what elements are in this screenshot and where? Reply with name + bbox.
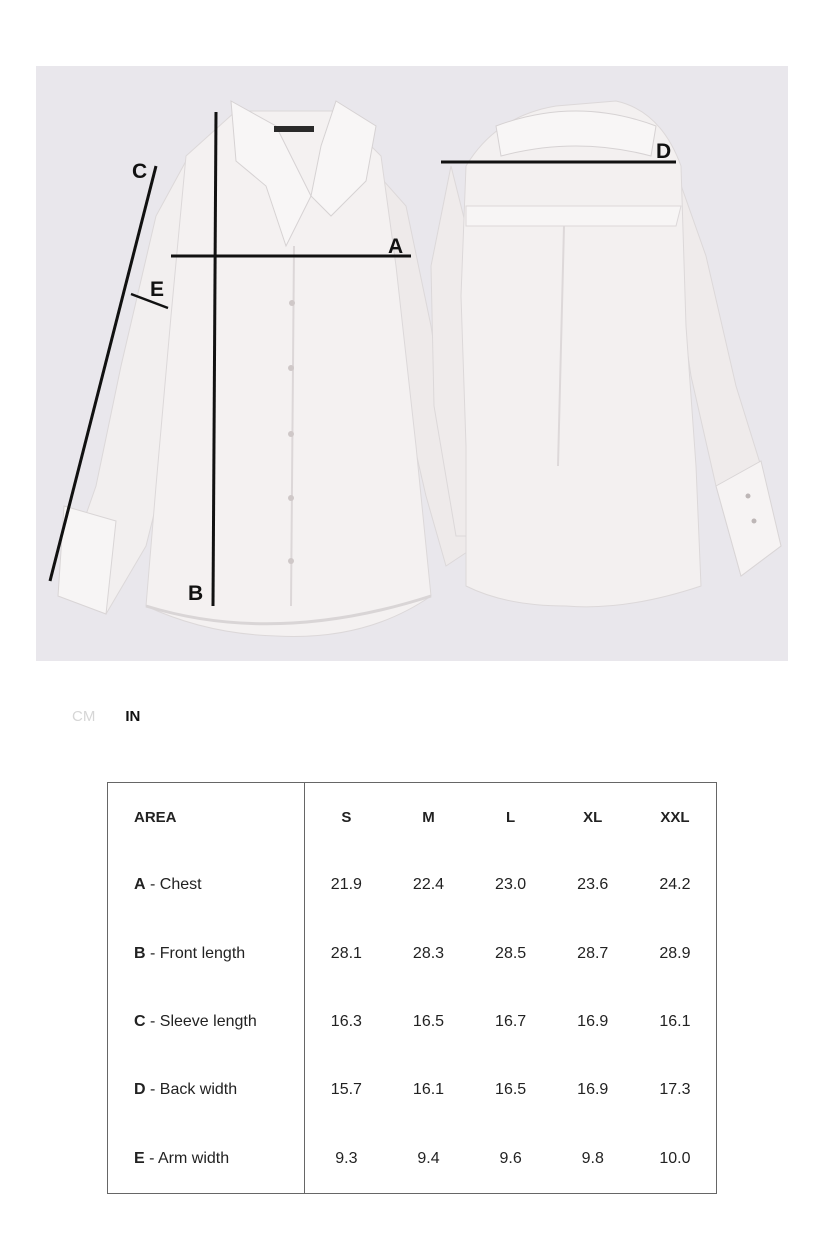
table-cell: 17.3 xyxy=(659,1081,691,1099)
unit-toggle xyxy=(72,708,140,730)
header-size-m: M xyxy=(422,808,435,826)
table-cell: 23.0 xyxy=(495,876,527,894)
table-row xyxy=(108,851,717,919)
front-shirt xyxy=(58,101,476,637)
table-cell: 9.8 xyxy=(581,1149,604,1167)
table-cell: 21.9 xyxy=(330,876,362,894)
label-d: D xyxy=(656,140,672,163)
header-size-xxl: XXL xyxy=(660,808,690,826)
table-cell: 9.6 xyxy=(499,1149,522,1167)
size-chart-table xyxy=(107,782,717,1194)
row-label: C - Sleeve length xyxy=(108,988,305,1056)
row-label: B - Front length xyxy=(108,920,305,988)
unit-in-button[interactable]: IN xyxy=(125,708,141,725)
table-cell: 28.7 xyxy=(577,944,609,962)
table-row xyxy=(108,988,717,1056)
table-cell: 28.1 xyxy=(330,944,362,962)
table-cell: 28.9 xyxy=(659,944,691,962)
row-label: A - Chest xyxy=(108,851,305,919)
unit-cm-button[interactable]: CM xyxy=(72,708,96,725)
table-cell: 22.4 xyxy=(412,876,445,894)
shirt-measurement-diagram xyxy=(36,66,788,661)
table-cell: 16.9 xyxy=(577,1081,609,1099)
table-cell: 24.2 xyxy=(659,876,691,894)
header-size-xl: XL xyxy=(583,808,603,826)
table-cell: 16.1 xyxy=(412,1081,445,1099)
table-row xyxy=(108,1125,717,1194)
shirt-illustration xyxy=(36,66,788,661)
table-cell: 28.5 xyxy=(495,944,527,962)
label-b: B xyxy=(188,582,204,605)
row-label: D - Back width xyxy=(108,1056,305,1124)
table-row xyxy=(108,1056,717,1124)
table-cell: 16.5 xyxy=(495,1081,527,1099)
header-size-l: L xyxy=(506,808,516,826)
table-cell: 16.9 xyxy=(577,1013,609,1031)
row-label: E - Arm width xyxy=(108,1125,305,1194)
table-cell: 16.1 xyxy=(659,1013,691,1031)
table-cell: 9.3 xyxy=(335,1149,358,1167)
label-c: C xyxy=(132,160,148,183)
header-area: AREA xyxy=(108,783,305,852)
table-cell: 23.6 xyxy=(577,876,609,894)
label-a: A xyxy=(388,235,404,258)
table-cell: 9.4 xyxy=(417,1149,440,1167)
header-size-s: S xyxy=(341,808,352,826)
table-cell: 16.7 xyxy=(495,1013,527,1031)
label-e: E xyxy=(150,278,165,301)
table-row xyxy=(108,920,717,988)
table-header-row xyxy=(108,783,717,852)
table-cell: 28.3 xyxy=(412,944,445,962)
table-cell: 16.5 xyxy=(412,1013,445,1031)
table-cell: 16.3 xyxy=(330,1013,362,1031)
table-cell: 15.7 xyxy=(330,1081,362,1099)
back-shirt xyxy=(431,101,781,607)
table-cell: 10.0 xyxy=(659,1149,691,1167)
